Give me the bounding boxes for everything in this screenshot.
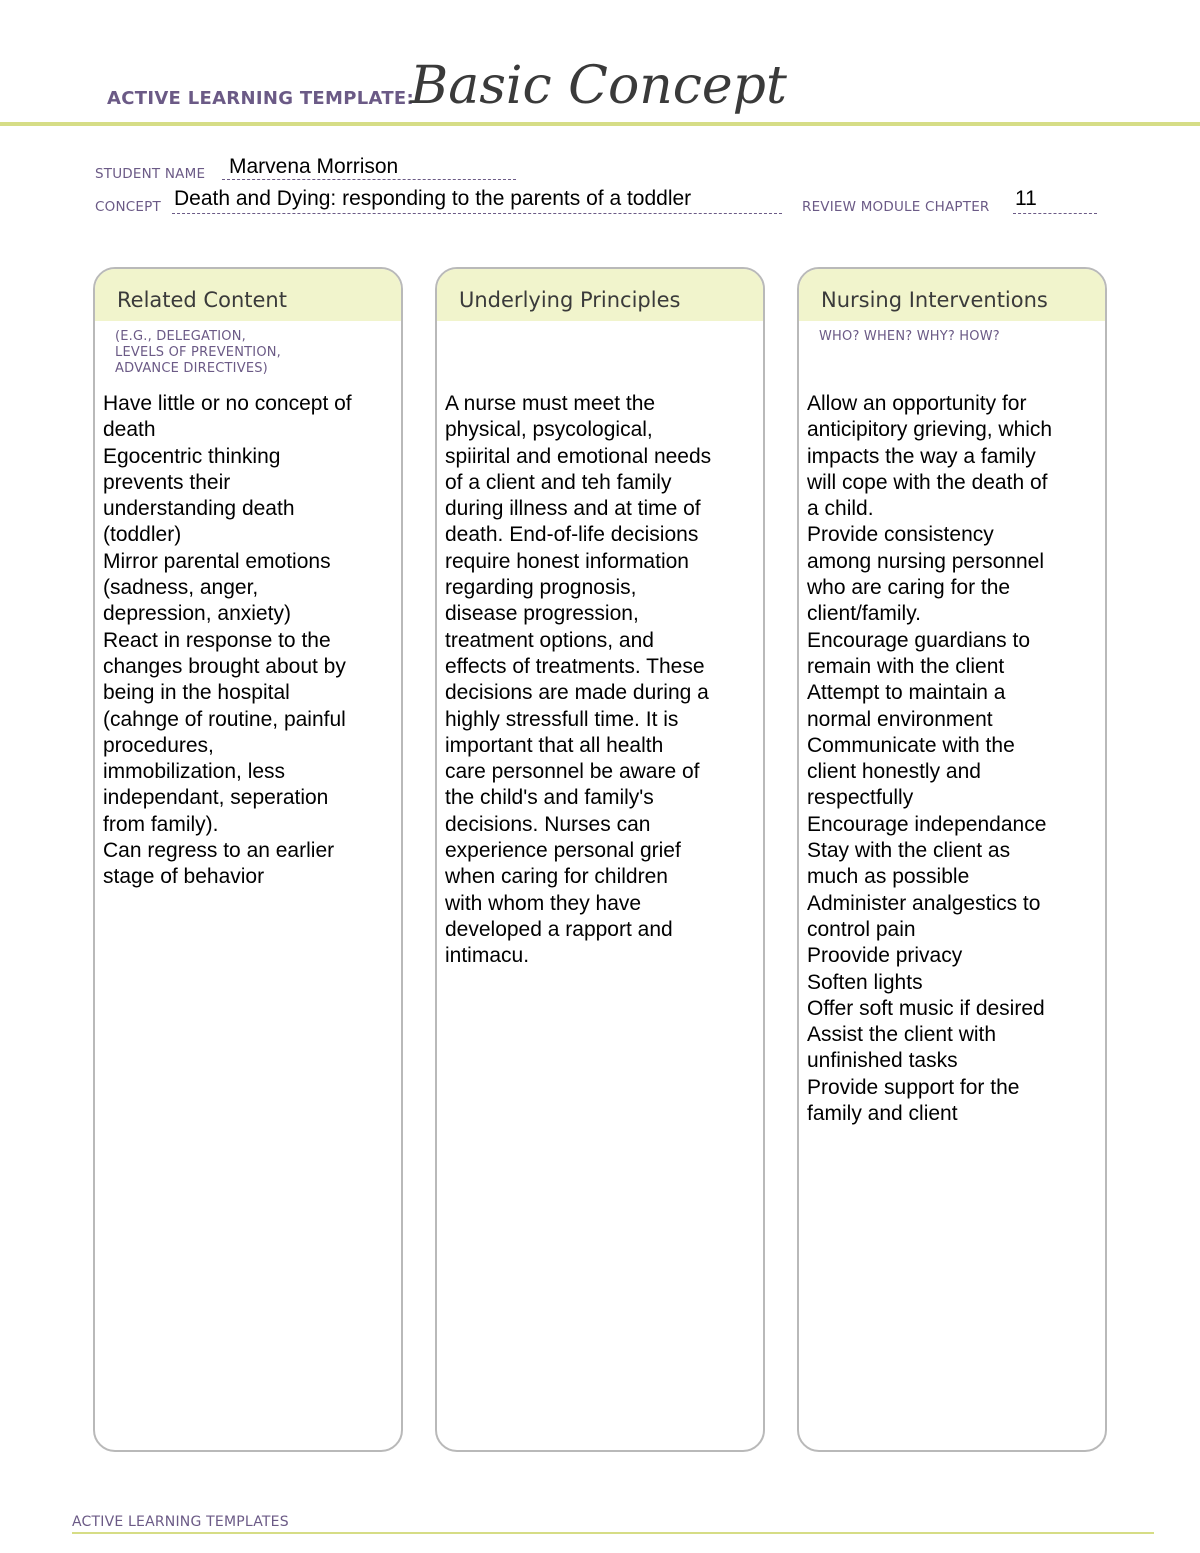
text-line: death. End-of-life decisions bbox=[445, 523, 699, 547]
subtitle-line: WHO? WHEN? WHY? HOW? bbox=[819, 329, 1000, 344]
subtitle-line: (E.G., DELEGATION, bbox=[115, 329, 246, 344]
text-line: much as possible bbox=[807, 865, 970, 889]
text-line: disease progression, bbox=[445, 602, 639, 626]
text-line: among nursing personnel bbox=[807, 549, 1044, 573]
nursing-interventions-panel bbox=[797, 267, 1107, 1452]
text-line: effects of treatments. These bbox=[445, 654, 705, 678]
text-line: remain with the client bbox=[807, 654, 1005, 678]
text-line: Egocentric thinking bbox=[103, 444, 281, 468]
text-line: Communicate with the bbox=[807, 733, 1015, 757]
text-line: client/family. bbox=[807, 602, 921, 626]
text-line: when caring for children bbox=[445, 865, 668, 889]
panel-subtitle bbox=[115, 329, 281, 377]
page-title: Basic Concept bbox=[410, 56, 787, 116]
text-line: Administer analgestics to bbox=[807, 891, 1041, 915]
student-name-field[interactable]: Marvena Morrison bbox=[229, 155, 399, 178]
text-line: A nurse must meet the bbox=[445, 392, 656, 415]
template-header bbox=[107, 52, 1200, 122]
text-line: experience personal grief bbox=[445, 839, 681, 863]
text-line: a child. bbox=[807, 497, 874, 521]
review-chapter-label: REVIEW MODULE CHAPTER bbox=[802, 199, 990, 215]
text-line: Assist the client with bbox=[807, 1023, 997, 1047]
text-line: require honest information bbox=[445, 549, 689, 573]
text-line: prevents their bbox=[103, 470, 231, 494]
text-line: Proovide privacy bbox=[807, 944, 963, 968]
text-line: highly stressfull time. It is bbox=[445, 707, 679, 731]
text-line: normal environment bbox=[807, 707, 993, 731]
text-line: impacts the way a family bbox=[807, 444, 1036, 468]
text-line: developed a rapport and bbox=[445, 917, 673, 941]
text-line: Encourage independance bbox=[807, 812, 1047, 836]
header-divider bbox=[0, 122, 1200, 126]
text-line: will cope with the death of bbox=[807, 470, 1048, 494]
text-line: regarding prognosis, bbox=[445, 576, 637, 600]
text-line: the child's and family's bbox=[445, 786, 654, 810]
text-line: (toddler) bbox=[103, 523, 182, 547]
text-line: during illness and at time of bbox=[445, 497, 701, 521]
student-name-underline bbox=[222, 179, 516, 180]
footer-divider bbox=[72, 1532, 1154, 1534]
text-line: important that all health bbox=[445, 733, 664, 757]
text-line: spiirital and emotional needs bbox=[445, 444, 712, 468]
underlying-principles-panel bbox=[435, 267, 765, 1452]
text-line: Can regress to an earlier bbox=[103, 839, 335, 863]
related-content-text[interactable] bbox=[103, 391, 391, 891]
subtitle-line: LEVELS OF PREVENTION, bbox=[115, 345, 282, 360]
text-line: control pain bbox=[807, 917, 916, 941]
text-line: death bbox=[103, 418, 156, 442]
text-line: respectfully bbox=[807, 786, 914, 810]
text-line: of a client and teh family bbox=[445, 470, 672, 494]
text-line: depression, anxiety) bbox=[103, 602, 291, 626]
text-line: decisions are made during a bbox=[445, 681, 709, 705]
panel-title: Underlying Principles bbox=[459, 288, 681, 312]
concept-label: CONCEPT bbox=[95, 199, 161, 215]
text-line: care personnel be aware of bbox=[445, 760, 700, 784]
nursing-interventions-text[interactable] bbox=[807, 391, 1095, 1127]
text-line: changes brought about by bbox=[103, 654, 346, 678]
text-line: from family). bbox=[103, 812, 219, 836]
text-line: Provide support for the bbox=[807, 1075, 1020, 1099]
underlying-principles-text[interactable] bbox=[445, 391, 753, 970]
review-chapter-underline bbox=[1013, 213, 1097, 214]
text-line: independant, seperation bbox=[103, 786, 329, 810]
text-line: Attempt to maintain a bbox=[807, 681, 1006, 705]
subtitle-line: ADVANCE DIRECTIVES) bbox=[115, 361, 268, 376]
template-label: ACTIVE LEARNING TEMPLATE: bbox=[107, 88, 414, 109]
text-line: who are caring for the bbox=[807, 576, 1011, 600]
text-line: unfinished tasks bbox=[807, 1049, 958, 1073]
review-chapter-field[interactable]: 11 bbox=[1015, 187, 1037, 210]
text-line: physical, psycological, bbox=[445, 418, 653, 442]
text-line: Stay with the client as bbox=[807, 839, 1011, 863]
panel-header bbox=[799, 269, 1105, 321]
text-line: intimacu. bbox=[445, 944, 530, 968]
text-line: being in the hospital bbox=[103, 681, 290, 705]
text-line: Mirror parental emotions bbox=[103, 549, 331, 573]
text-line: decisions. Nurses can bbox=[445, 812, 651, 836]
text-line: Soften lights bbox=[807, 970, 923, 994]
text-line: Provide consistency bbox=[807, 523, 994, 547]
student-name-label: STUDENT NAME bbox=[95, 166, 206, 182]
text-line: anticipitory grieving, which bbox=[807, 418, 1053, 442]
text-line: family and client bbox=[807, 1102, 958, 1126]
text-line: Encourage guardians to bbox=[807, 628, 1030, 652]
text-line: client honestly and bbox=[807, 760, 981, 784]
footer-label: ACTIVE LEARNING TEMPLATES bbox=[72, 1514, 289, 1530]
text-line: Allow an opportunity for bbox=[807, 392, 1027, 415]
related-content-panel bbox=[93, 267, 403, 1452]
text-line: Offer soft music if desired bbox=[807, 996, 1045, 1020]
concept-underline bbox=[172, 213, 782, 214]
text-line: (cahnge of routine, painful bbox=[103, 707, 346, 731]
panel-title: Nursing Interventions bbox=[821, 288, 1048, 312]
text-line: understanding death bbox=[103, 497, 295, 521]
text-line: immobilization, less bbox=[103, 760, 286, 784]
panel-header bbox=[437, 269, 763, 321]
text-line: with whom they have bbox=[445, 891, 642, 915]
text-line: React in response to the bbox=[103, 628, 331, 652]
concept-field[interactable]: Death and Dying: responding to the parents of a toddler bbox=[174, 187, 692, 210]
text-line: procedures, bbox=[103, 733, 214, 757]
text-line: treatment options, and bbox=[445, 628, 654, 652]
text-line: Have little or no concept of bbox=[103, 392, 352, 415]
panel-header bbox=[95, 269, 401, 321]
text-line: (sadness, anger, bbox=[103, 576, 259, 600]
panel-title: Related Content bbox=[117, 288, 287, 312]
text-line: stage of behavior bbox=[103, 865, 265, 889]
panel-subtitle bbox=[819, 329, 1000, 345]
